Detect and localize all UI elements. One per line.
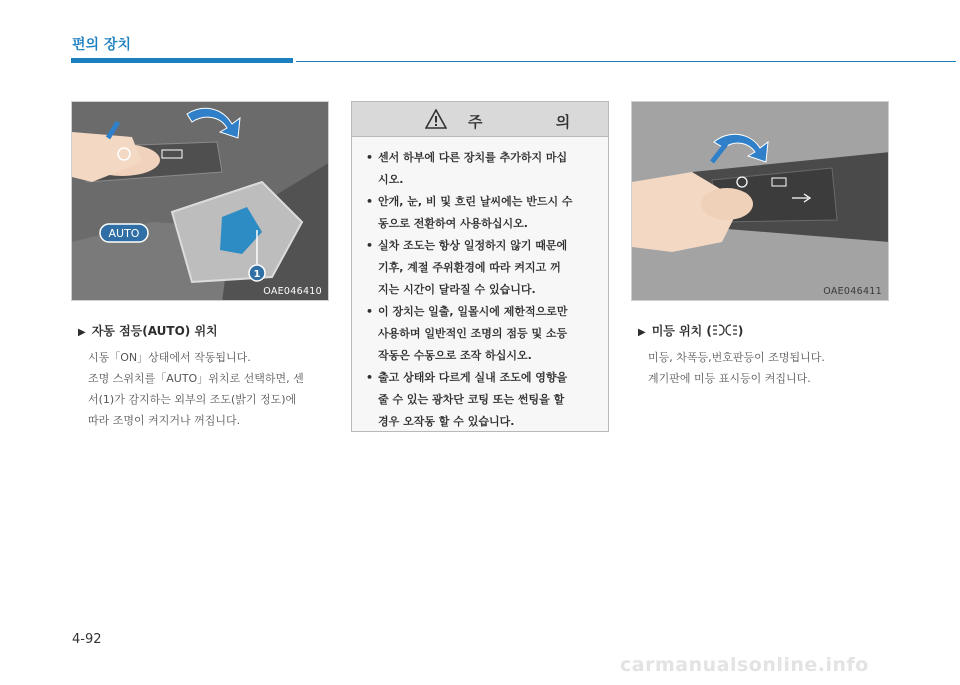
parking-lamp-position-photo	[631, 101, 889, 301]
photo-code: OAE046411	[823, 286, 882, 297]
auto-position-photo	[71, 101, 329, 301]
caution-item	[366, 235, 598, 301]
warning-triangle-icon	[425, 109, 447, 129]
caution-line: • 안개, 눈, 비 및 흐린 날씨에는 반드시 수	[378, 195, 573, 208]
parking-lamp-heading	[638, 322, 743, 339]
caution-item	[366, 367, 598, 433]
description-line: 시동「ON」상태에서 작동됩니다.	[88, 351, 251, 364]
description-line: 조명 스위치를「AUTO」위치로 선택하면, 센	[88, 372, 304, 385]
caution-line: 시오.	[378, 173, 404, 186]
parking-lamp-heading-suffix: )	[737, 324, 744, 338]
caution-line: 동으로 전환하여 사용하십시오.	[378, 217, 528, 230]
caution-item	[366, 301, 598, 367]
auto-position-heading	[78, 322, 218, 339]
caution-line: 지는 시간이 달라질 수 있습니다.	[378, 283, 536, 296]
caution-item	[366, 191, 598, 235]
page-number: 4-92	[72, 632, 102, 647]
section-title: 편의 장치	[72, 37, 131, 53]
caution-item	[366, 147, 598, 191]
description-line: 계기판에 미등 표시등이 켜집니다.	[648, 372, 811, 385]
caution-line: 줄 수 있는 광차단 코팅 또는 썬팅을 할	[378, 393, 565, 406]
caution-line: • 출고 상태와 다르게 실내 조도에 영향을	[378, 371, 568, 384]
sensor-callout-number: 1	[253, 269, 261, 280]
caution-line: • 센서 하부에 다른 장치를 추가하지 마십	[378, 151, 568, 164]
site-watermark: carmanualsonline.info	[620, 654, 869, 676]
header-rule-thin	[296, 61, 956, 62]
parking-lamp-heading-prefix: 미등 위치 (	[651, 324, 712, 338]
parking-lamp-description	[648, 347, 825, 389]
description-line: 따라 조명이 켜지거나 꺼집니다.	[88, 414, 241, 427]
auto-position-description	[88, 347, 304, 431]
caution-line: • 이 장치는 일출, 일몰시에 제한적으로만	[378, 305, 568, 318]
caution-title: 주 의	[468, 113, 605, 131]
parking-lamp-icon	[712, 324, 738, 336]
triangle-bullet-icon: ▶	[78, 327, 86, 338]
triangle-bullet-icon: ▶	[638, 327, 646, 338]
caution-line: 기후, 계절 주위환경에 따라 켜지고 꺼	[378, 261, 561, 274]
description-line: 서(1)가 감지하는 외부의 조도(밝기 정도)에	[88, 393, 297, 406]
caution-box	[351, 101, 609, 432]
caution-line: 작동은 수동으로 조작 하십시오.	[378, 349, 532, 362]
description-line: 미등, 차폭등,번호판등이 조명됩니다.	[648, 351, 825, 364]
parking-lamp-illustration	[632, 102, 889, 301]
header-rule-thick	[71, 58, 293, 63]
caution-list	[352, 137, 608, 433]
auto-position-heading-text: 자동 점등(AUTO) 위치	[91, 324, 218, 338]
auto-position-illustration	[72, 102, 329, 301]
caution-header	[352, 102, 608, 137]
photo-code: OAE046410	[263, 286, 322, 297]
caution-line: 사용하며 일반적인 조명의 점등 및 소등	[378, 327, 568, 340]
auto-callout-label: AUTO	[108, 227, 140, 240]
caution-line: 경우 오작동 할 수 있습니다.	[378, 415, 515, 428]
caution-line: • 실차 조도는 항상 일정하지 않기 때문에	[378, 239, 568, 252]
